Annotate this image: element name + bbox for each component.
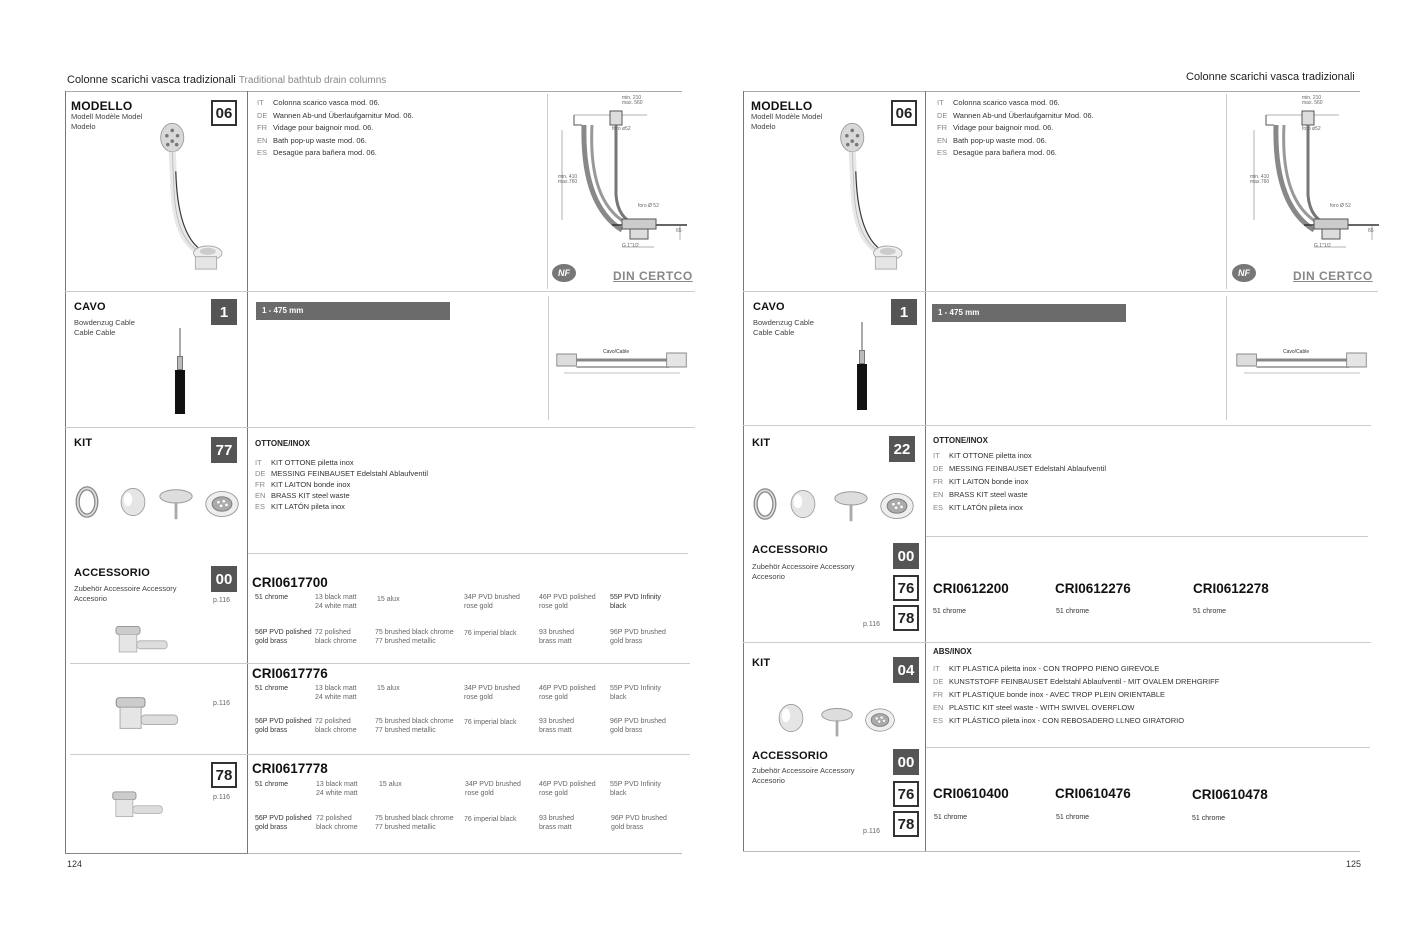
kit-descriptions: IT KIT OTTONE piletta inox DE MESSING FEINBAUSET Edelstahl Ablaufventil FR KIT LAITON bonde inox EN BRASS KIT steel waste ES KIT LATÓN pileta inox [933, 451, 1107, 512]
modello-badge: 06 [211, 100, 237, 126]
modello-badge: 06 [891, 100, 917, 126]
modello-descriptions: IT Colonna scarico vasca mod. 06. DE Wannen Ab-und Überlaufgarnitur Mod. 06. FR Vidage pour baignoir mod. 06. EN Bath pop-up waste mod. 06. ES Desagüe para bañera mod. 06. [937, 98, 1094, 157]
plug-icon [818, 704, 856, 740]
accessorio-subtitle: Zubehör Accessoire Accessory Accesorio [752, 562, 855, 581]
kit-title: KIT [752, 437, 771, 449]
cavo-title: CAVO [74, 301, 106, 313]
accessorio-title: ACCESSORIO [752, 750, 828, 762]
kit-descriptions: IT KIT OTTONE piletta inox DE MESSING FEINBAUSET Edelstahl Ablaufventil FR KIT LAITON bonde inox EN BRASS KIT steel waste ES KIT LATÓN pileta inox [255, 458, 429, 511]
drain-assembly-image [140, 118, 240, 278]
cavo-badge: 1 [211, 299, 237, 325]
finish-label: 51 chrome [1056, 608, 1090, 615]
accessorio-subtitle: Zubehör Accessoire Accessory Accesorio [752, 766, 855, 785]
din-certco-logo: DIN CERTCO [613, 269, 693, 283]
page-ref: p.116 [213, 794, 230, 801]
product-code: CRI0617700 [252, 575, 328, 590]
cavo-subtitle: Bowdenzug Cable Cable Cable [74, 318, 135, 337]
cap-icon [116, 482, 150, 522]
siphon-image [105, 785, 167, 825]
kit-material: OTTONE/INOX [933, 436, 988, 445]
kit-badge: 77 [211, 437, 237, 463]
finish-label: 51 chrome [933, 608, 967, 615]
plug-icon [832, 486, 870, 526]
page-ref: p.116 [213, 597, 230, 604]
finish-label: 51 chrome [1192, 815, 1226, 822]
accessorio-badge: 76 [893, 781, 919, 807]
finish-label: 51 chrome [1193, 608, 1227, 615]
cable-drawing: Cavo/Cable [555, 349, 689, 379]
ring-icon [70, 482, 104, 522]
page-ref: p.116 [863, 621, 880, 628]
cable-image [856, 322, 868, 410]
accessorio-badge: 00 [211, 566, 237, 592]
grate-icon [860, 704, 900, 736]
accessorio-badge: 00 [893, 543, 919, 569]
page-number-left: 124 [67, 859, 83, 869]
left-page-header [67, 74, 386, 86]
modello-subtitle: Modell Modèle Model Modelo [751, 112, 823, 131]
product-code: CRI0612276 [1055, 581, 1131, 596]
cable-length-bar: 1 - 475 mm [256, 302, 450, 320]
kit-badge: 04 [893, 657, 919, 683]
kit-material: ABS/INOX [933, 647, 972, 656]
plug-icon [157, 484, 195, 524]
product-code: CRI0610476 [1055, 786, 1131, 801]
din-certco-logo: DIN CERTCO [1293, 269, 1373, 283]
accessorio-badge: 78 [893, 605, 919, 631]
kit-material: OTTONE/INOX [255, 439, 310, 448]
kit-title: KIT [752, 657, 771, 669]
siphon-image [105, 620, 175, 660]
header-subtitle: Traditional bathtub drain columns [238, 75, 387, 86]
cable-drawing: Cavo/Cable [1235, 349, 1369, 379]
technical-drawing: min. 210 max. 560 foro ø52 min. 410 max.760 foro Ø 52 65 G 1"1/2 [1244, 95, 1384, 265]
cable-length-bar: 1 - 475 mm [932, 304, 1126, 322]
cavo-badge: 1 [891, 299, 917, 325]
nf-logo: NF [1232, 264, 1256, 282]
modello-subtitle: Modell Modèle Model Modelo [71, 112, 143, 131]
product-code: CRI0612200 [933, 581, 1009, 596]
cable-image [174, 328, 186, 414]
accessorio-title: ACCESSORIO [74, 567, 150, 579]
cavo-subtitle: Bowdenzug Cable Cable Cable [753, 318, 814, 337]
drain-assembly-image [820, 118, 920, 278]
kit-badge: 22 [889, 436, 915, 462]
product-code: CRI0610400 [933, 786, 1009, 801]
page-ref: p.116 [213, 700, 230, 707]
kit-title: KIT [74, 437, 93, 449]
product-code: CRI0617776 [252, 666, 328, 681]
cap-icon [774, 700, 808, 736]
grate-icon [877, 488, 917, 524]
accessorio-subtitle: Zubehör Accessoire Accessory Accesorio [74, 584, 177, 603]
modello-descriptions: IT Colonna scarico vasca mod. 06. DE Wannen Ab-und Überlaufgarnitur Mod. 06. FR Vidage pour baignoir mod. 06. EN Bath pop-up waste mod. 06. ES Desagüe para bañera mod. 06. [257, 98, 414, 157]
accessorio-title: ACCESSORIO [752, 544, 828, 556]
modello-title: MODELLO [751, 99, 813, 113]
grate-icon [202, 486, 242, 522]
header-title: Colonne scarichi vasca tradizionali [67, 74, 236, 86]
ring-icon [748, 484, 782, 524]
finish-label: 51 chrome [934, 814, 968, 821]
product-code: CRI0612278 [1193, 581, 1269, 596]
siphon-image [105, 690, 185, 738]
nf-logo: NF [552, 264, 576, 282]
accessorio-badge: 78 [211, 762, 237, 788]
technical-drawing: min. 210 max. 560 foro ø52 min. 410 max.760 foro Ø 52 65 G 1"1/2 [552, 95, 692, 265]
cavo-title: CAVO [753, 301, 785, 313]
finish-label: 51 chrome [1056, 814, 1090, 821]
page-number-right: 125 [1346, 859, 1362, 869]
cap-icon [786, 484, 820, 524]
modello-title: MODELLO [71, 99, 133, 113]
page-ref: p.116 [863, 828, 880, 835]
accessorio-badge: 76 [893, 575, 919, 601]
product-code: CRI0617778 [252, 761, 328, 776]
accessorio-badge: 78 [893, 811, 919, 837]
accessorio-badge: 00 [893, 749, 919, 775]
kit-descriptions: IT KIT PLASTICA piletta inox - CON TROPPO PIENO GIREVOLE DE KUNSTSTOFF FEINBAUSET Edelstahl Ablaufventil - MIT OVALEM DREHGRIFF FR KIT PLASTIQUE bonde inox - AVEC TROP PLEIN ORIENTABLE EN PLASTIC KIT steel waste - WITH SWIVEL OVERFLOW ES KIT PLÁSTICO pileta inox - CON REBOSADERO LLNEO GIRATORIO [933, 664, 1220, 725]
right-page-header: Colonne scarichi vasca tradizionali [1186, 71, 1355, 83]
product-code: CRI0610478 [1192, 787, 1268, 802]
